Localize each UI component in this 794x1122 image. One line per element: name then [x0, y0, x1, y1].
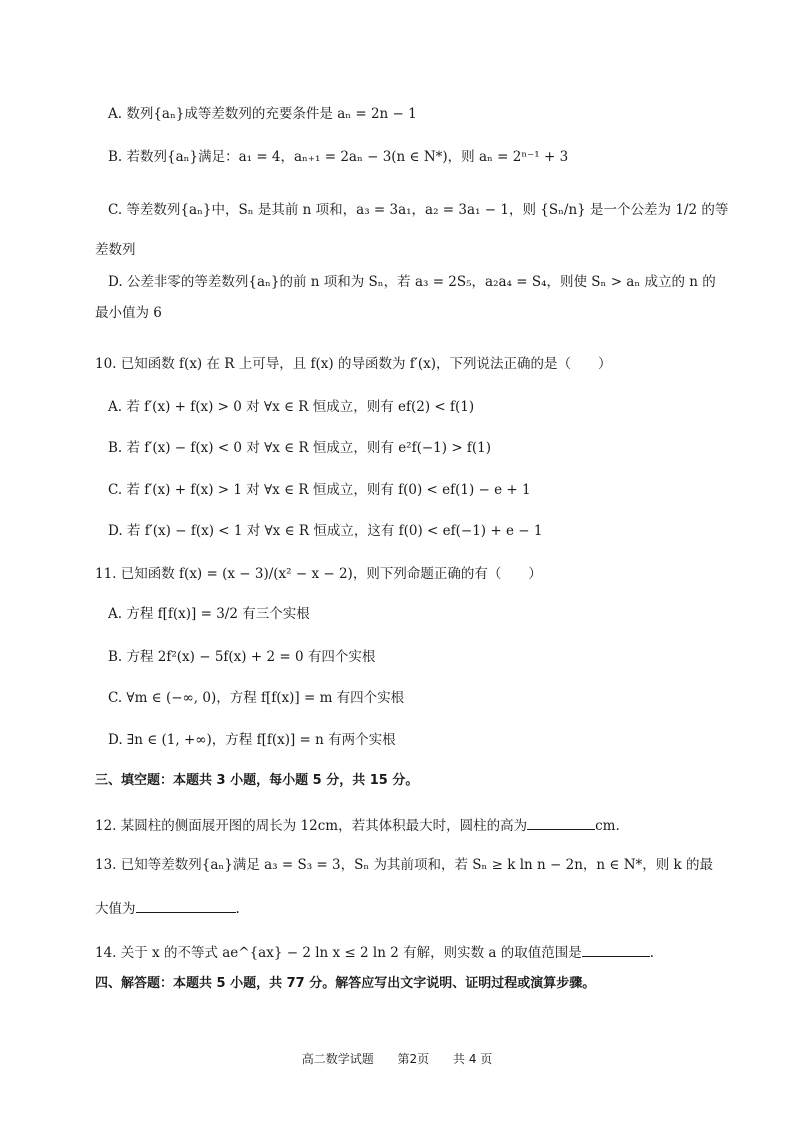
q14-end: . — [649, 945, 655, 961]
section-4-heading: 四、解答题：本题共 5 小题，共 77 分。解答应写出文字说明、证明过程或演算步骤。 — [95, 976, 596, 991]
q13-text: 大值为 — [95, 901, 136, 917]
q9-option-a: A. 数列{aₙ}成等差数列的充要条件是 aₙ = 2n − 1 — [108, 106, 417, 122]
section-3-heading: 三、填空题：本题共 3 小题，每小题 5 分，共 15 分。 — [95, 773, 419, 788]
page-footer — [0, 1050, 794, 1067]
q10-option-b: B. 若 f′(x) − f(x) < 0 对 ∀x ∈ R 恒成立，则有 e²f(−1) > f(1) — [108, 440, 492, 456]
q12 — [95, 814, 620, 836]
q9-option-c: C. 等差数列{aₙ}中，Sₙ 是其前 n 项和，a₃ = 3a₁，a₂ = 3a₁ − 1，则 {Sₙ/n} 是一个公差为 1/2 的等 — [108, 202, 729, 218]
q9-option-d-cont: 最小值为 6 — [95, 305, 162, 321]
q11-stem: 11. 已知函数 f(x) = (x − 3)/(x² − x − 2)，则下列命题正确的有（ ） — [95, 566, 542, 582]
q13-end: . — [235, 901, 240, 917]
q9-option-b: B. 若数列{aₙ}满足：a₁ = 4，aₙ₊₁ = 2aₙ − 3(n ∈ N*)，则 aₙ = 2ⁿ⁻¹ + 3 — [108, 149, 569, 165]
q10-stem: 10. 已知函数 f(x) 在 R 上可导，且 f(x) 的导函数为 f′(x)，下列说法正确的是（ ） — [95, 356, 612, 372]
q13-blank — [136, 897, 236, 913]
q10-option-c: C. 若 f′(x) + f(x) > 1 对 ∀x ∈ R 恒成立，则有 f(0) < ef(1) − e + 1 — [108, 482, 531, 498]
q14-text: 14. 关于 x 的不等式 ae^{ax} − 2 ln x ≤ 2 ln 2 有解，则实数 a 的取值范围是 — [95, 945, 582, 961]
q10-option-d: D. 若 f′(x) − f(x) < 1 对 ∀x ∈ R 恒成立，这有 f(0) < ef(−1) + e − 1 — [108, 523, 543, 539]
q11-option-b: B. 方程 2f²(x) − 5f(x) + 2 = 0 有四个实根 — [108, 649, 376, 665]
q9-option-c-cont: 差数列 — [95, 242, 136, 258]
footer-page: 第2页 — [397, 1052, 430, 1066]
q10-option-a: A. 若 f′(x) + f(x) > 0 对 ∀x ∈ R 恒成立，则有 ef(2) < f(1) — [108, 399, 475, 415]
q11-option-c: C. ∀m ∈ (−∞, 0)，方程 f[f(x)] = m 有四个实根 — [108, 690, 405, 706]
q14-blank — [582, 941, 650, 957]
q12-text: 12. 某圆柱的侧面展开图的周长为 12cm，若其体积最大时，圆柱的高为 — [95, 818, 528, 834]
footer-total: 共 4 页 — [453, 1052, 493, 1066]
footer-title: 高二数学试题 — [301, 1052, 374, 1066]
q12-blank — [527, 814, 595, 830]
q9-option-d: D. 公差非零的等差数列{aₙ}的前 n 项和为 Sₙ，若 a₃ = 2S₅，a₂a₄ = S₄，则使 Sₙ > aₙ 成立的 n 的 — [108, 274, 716, 290]
q12-unit: cm. — [595, 818, 620, 834]
q11-option-d: D. ∃n ∈ (1, +∞)，方程 f[f(x)] = n 有两个实根 — [108, 732, 396, 748]
q13-line1: 13. 已知等差数列{aₙ}满足 a₃ = S₃ = 3，Sₙ 为其前项和，若 Sₙ ≥ k ln n − 2n，n ∈ N*，则 k 的最 — [95, 857, 714, 873]
q13-line2 — [95, 897, 240, 919]
q14 — [95, 941, 654, 963]
q11-option-a: A. 方程 f[f(x)] = 3/2 有三个实根 — [108, 606, 310, 622]
